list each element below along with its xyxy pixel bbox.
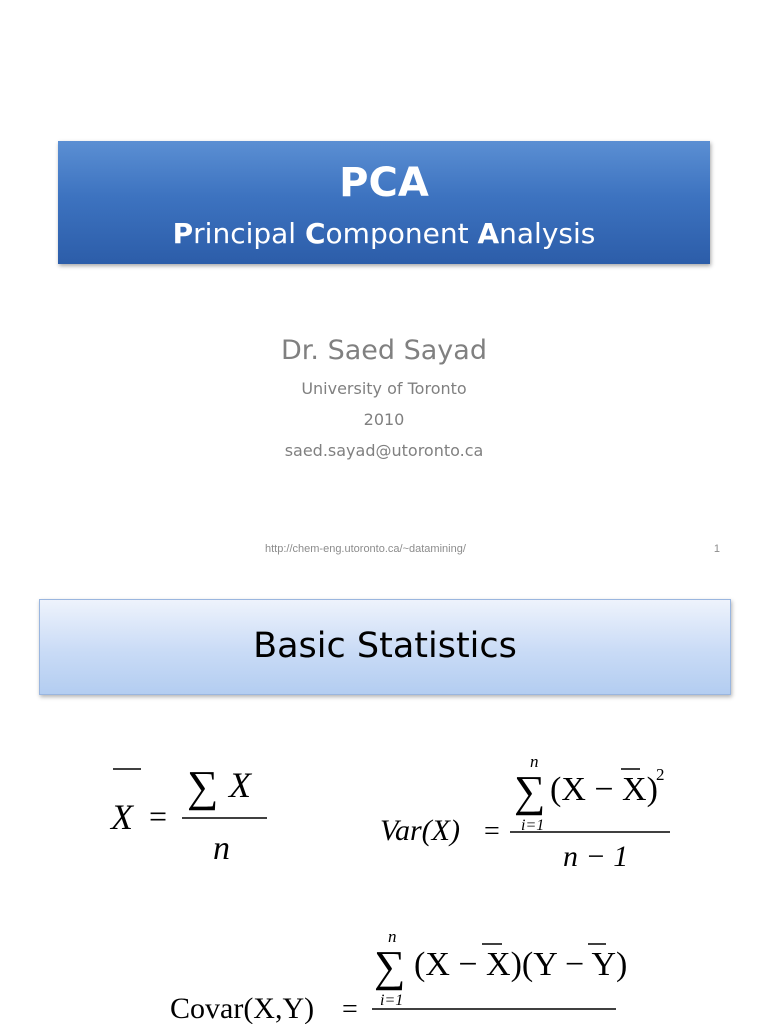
- stats-banner: [39, 599, 731, 695]
- variance-denominator: n − 1: [563, 840, 629, 873]
- subtitle-p: Principal: [172, 217, 305, 250]
- variance-upper-limit: n: [530, 752, 539, 771]
- page-number: 1: [713, 543, 720, 555]
- author-affiliation: University of Toronto: [301, 379, 467, 398]
- variance-lhs: Var(X): [380, 814, 460, 847]
- presentation-year: 2010: [363, 410, 405, 429]
- covariance-lower-limit: i=1: [380, 992, 404, 1009]
- subtitle-a: Analysis: [477, 217, 596, 250]
- footer-url: http://chem-eng.utoronto.ca/~datamining/: [265, 543, 466, 555]
- variance-lower-limit: i=1: [521, 817, 545, 834]
- author-email: saed.sayad@utoronto.ca: [284, 441, 484, 460]
- slide-title: PCA: [339, 160, 429, 206]
- variance-numerator: (X − X): [550, 771, 658, 808]
- covariance-formula: [170, 925, 630, 1024]
- stats-title: Basic Statistics: [253, 626, 517, 666]
- mean-numerator: X: [229, 765, 251, 805]
- variance-exponent: 2: [656, 765, 665, 784]
- mean-equals: =: [149, 798, 168, 834]
- author-name: Dr. Saed Sayad: [281, 335, 487, 366]
- variance-formula: [380, 750, 680, 875]
- covariance-upper-limit: n: [388, 927, 397, 946]
- mean-lhs: X: [111, 797, 133, 837]
- mean-sum-symbol: ∑: [187, 762, 219, 811]
- covariance-sum-symbol: ∑: [374, 942, 406, 991]
- mean-formula: [105, 755, 275, 865]
- mean-denominator: n: [213, 830, 230, 867]
- subtitle-c: Component: [304, 217, 478, 250]
- variance-sum-symbol: ∑: [514, 767, 546, 816]
- covariance-lhs: Covar(X,Y): [170, 992, 315, 1024]
- variance-equals: =: [484, 816, 500, 847]
- covariance-equals: =: [342, 994, 358, 1024]
- covariance-numerator: (X − X)(Y − Y): [414, 946, 628, 983]
- slide-subtitle: [58, 217, 710, 251]
- title-banner: [58, 141, 710, 264]
